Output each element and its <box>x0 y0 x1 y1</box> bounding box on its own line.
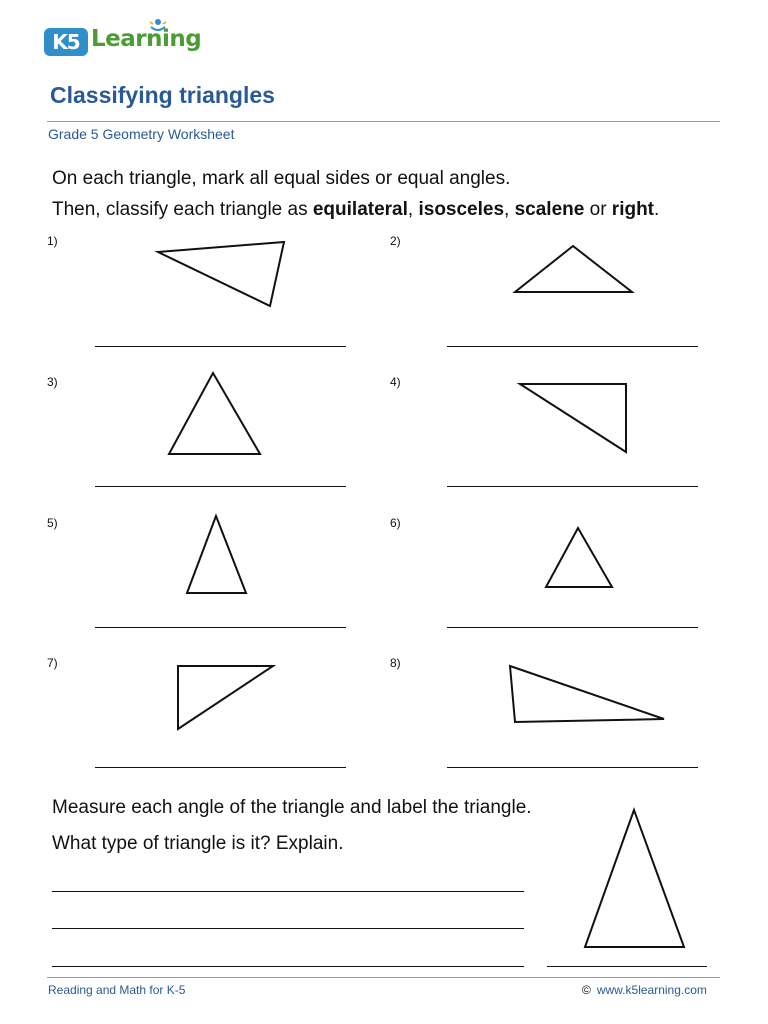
instruction-prefix: Then, classify each triangle as <box>52 199 313 220</box>
triangle-2 <box>515 246 632 292</box>
question-number-1: 1) <box>47 234 58 248</box>
triangle-5 <box>187 516 246 593</box>
option-equilateral: equilateral <box>312 199 408 220</box>
page-title: Classifying triangles <box>50 82 275 108</box>
footer-tagline: Reading and Math for K-5 <box>48 983 186 997</box>
question-number-6: 6) <box>390 516 401 530</box>
explain-line-1[interactable] <box>52 891 524 892</box>
explain-line-2[interactable] <box>52 928 524 929</box>
question-number-7: 7) <box>47 656 58 670</box>
copyright-icon: © <box>582 983 591 997</box>
triangle-type-answer-line[interactable] <box>547 966 707 967</box>
website-link[interactable]: www.k5learning.com <box>596 983 707 997</box>
triangle-6 <box>546 528 612 587</box>
page-subtitle: Grade 5 Geometry Worksheet <box>48 126 235 142</box>
triangle-1 <box>158 242 284 306</box>
option-scalene: scalene <box>514 199 585 220</box>
triangle-7 <box>178 666 273 729</box>
option-right: right <box>611 199 655 220</box>
question-number-3: 3) <box>47 375 58 389</box>
separator: or <box>584 199 612 220</box>
question-number-4: 4) <box>390 375 401 389</box>
triangle-4 <box>520 384 626 452</box>
triangle-3 <box>169 373 260 454</box>
logo-word: Learning <box>91 26 202 52</box>
instruction-line-1: On each triangle, mark all equal sides or equal angles. <box>52 168 511 189</box>
part2-line-1: Measure each angle of the triangle and label the triangle. <box>52 797 532 818</box>
question-number-8: 8) <box>390 656 401 670</box>
explain-line-3[interactable] <box>52 966 524 967</box>
part2-line-2: What type of triangle is it? Explain. <box>52 833 344 854</box>
logo-mark: K5 <box>44 28 88 56</box>
footer-website[interactable] <box>582 983 707 997</box>
sentence-end: . <box>654 199 660 220</box>
triangle-measure <box>585 810 684 947</box>
question-number-5: 5) <box>47 516 58 530</box>
question-number-2: 2) <box>390 234 401 248</box>
triangle-8 <box>510 666 664 722</box>
footer-divider <box>47 977 720 978</box>
option-isosceles: isosceles <box>418 199 505 220</box>
separator: , <box>407 199 419 220</box>
separator: , <box>504 199 515 220</box>
